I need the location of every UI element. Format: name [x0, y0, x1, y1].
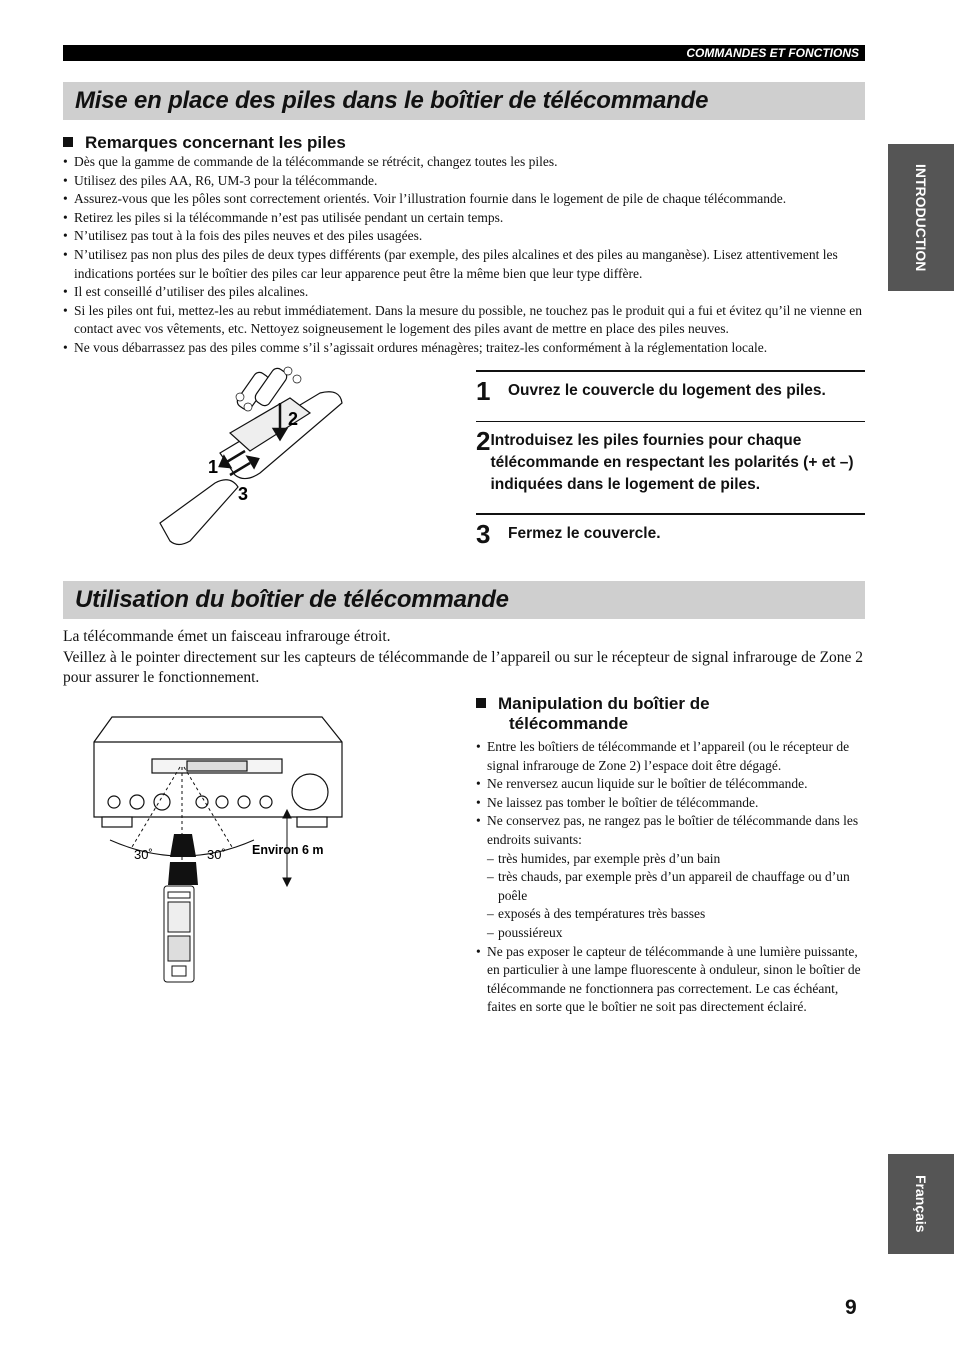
remote-range-diagram	[92, 712, 352, 987]
handling-heading	[476, 694, 866, 734]
side-tab-introduction: INTRODUCTION	[888, 144, 954, 291]
list-item: • Utilisez des piles AA, R6, UM-3 pour la télécommande.	[63, 172, 868, 191]
list-item: • N’utilisez pas non plus des piles de deux types différents (par exemple, des piles alcalines et des piles au manganèse). Lisez attentivement les indications portées sur le boîtier des piles car leur apparence peut être la même bien que leur type diffère.	[63, 246, 868, 283]
intro-line-1: La télécommande émet un faisceau infrarouge étroit.	[63, 628, 391, 645]
handling-list	[476, 738, 866, 1017]
list-item: • N’utilisez pas tout à la fois des piles neuves et des piles usagées.	[63, 227, 868, 246]
receiver-drawing	[94, 717, 342, 827]
distance-label: Environ 6 m	[252, 843, 324, 857]
square-bullet-icon	[63, 137, 73, 147]
list-item: – très humides, par exemple près d’un bain	[476, 850, 866, 869]
step-divider	[476, 513, 865, 515]
list-item: • Dès que la gamme de commande de la télécommande se rétrécit, changez toutes les piles.	[63, 153, 868, 172]
intro-line-2: Veillez à le pointer directement sur les capteurs de télécommande de l’appareil ou sur le récepteur de signal infrarouge de Zone 2 pour assurer le fonctionnement.	[63, 648, 864, 686]
list-item: • Ne pas exposer le capteur de télécommande à une lumière puissante, en particulier à une lampe fluorescente à onduleur, sinon le boîtier de télécommande ne fonctionnera pas correctement. Le cas échéant, faites en sorte que le boîtier ne soit pas directement éclairé.	[476, 943, 866, 1017]
battery-notes-list	[63, 153, 868, 358]
step-number: 2	[476, 426, 491, 456]
list-item: – exposés à des températures très basses	[476, 905, 866, 924]
list-item: • Assurez-vous que les pôles sont correctement orientés. Voir l’illustration fournie dans le logement de pile de chaque télécommande.	[63, 190, 868, 209]
list-item: • Ne renversez aucun liquide sur le boîtier de télécommande.	[476, 775, 866, 794]
running-header: COMMANDES ET FONCTIONS	[63, 45, 865, 61]
ir-beam	[168, 834, 198, 885]
section-title-remote-use: Utilisation du boîtier de télécommande	[63, 581, 865, 619]
step-2	[476, 428, 865, 496]
steps-block	[476, 370, 865, 547]
illus-label-2: 2	[288, 409, 299, 429]
notes-heading	[63, 133, 346, 153]
illus-label-3: 3	[238, 484, 249, 504]
step-1	[476, 375, 865, 406]
notes-heading-text: Remarques concernant les piles	[85, 133, 346, 152]
list-item: – très chauds, par exemple près d’un appareil de chauffage ou d’un poêle	[476, 868, 866, 905]
handling-heading-line-1: Manipulation du boîtier de	[498, 694, 710, 713]
battery-cover-drawing	[160, 480, 238, 545]
list-item: • Ne conservez pas, ne rangez pas le boîtier de télécommande dans les endroits suivants:	[476, 812, 866, 849]
list-item: • Ne vous débarrassez pas des piles comme s’il s’agissait ordures ménagères; traitez-les conformément à la réglementation locale.	[63, 339, 868, 358]
side-tab-language: Français	[888, 1154, 954, 1254]
step-number: 3	[476, 518, 491, 549]
list-item: • Entre les boîtiers de télécommande et l’appareil (ou le récepteur de signal infrarouge de Zone 2) l’espace doit être dégagé.	[476, 738, 866, 775]
illus-label-1: 1	[208, 457, 219, 477]
page-number: 9	[845, 1296, 857, 1319]
handling-heading-line-2: télécommande	[509, 714, 629, 733]
step-text: Ouvrez le couvercle du logement des piles.	[508, 381, 826, 399]
list-item: • Retirez les piles si la télécommande n’est pas utilisée pendant un certain temps.	[63, 209, 868, 228]
step-text: Introduisez les piles fournies pour chaque télécommande en respectant les polarités (+ et –) indiquées dans le logement de piles.	[490, 432, 854, 493]
battery-install-illustration	[150, 363, 350, 548]
list-item: • Il est conseillé d’utiliser des piles alcalines.	[63, 283, 868, 302]
step-divider	[476, 370, 865, 372]
step-number: 1	[476, 375, 491, 406]
section-title-battery-install: Mise en place des piles dans le boîtier de télécommande	[63, 82, 865, 120]
step-divider	[476, 421, 865, 423]
step-3	[476, 518, 865, 549]
list-item: • Ne laissez pas tomber le boîtier de télécommande.	[476, 794, 866, 813]
square-bullet-icon	[476, 698, 486, 708]
step-text: Fermez le couvercle.	[508, 524, 661, 542]
intro-paragraph	[63, 627, 868, 689]
list-item: – poussiéreux	[476, 924, 866, 943]
list-item: • Si les piles ont fui, mettez-les au rebut immédiatement. Dans la mesure du possible, ne touchez pas le produit qui a fui et évitez qu’il ne vienne en contact avec vos vêtements, etc. Nettoyez soigneusement le logement des piles avant de mettre en place des piles neuves.	[63, 302, 868, 339]
angle-right-label: 30˚	[207, 847, 226, 862]
remote-drawing	[164, 886, 194, 982]
angle-left-label: 30˚	[134, 847, 153, 862]
